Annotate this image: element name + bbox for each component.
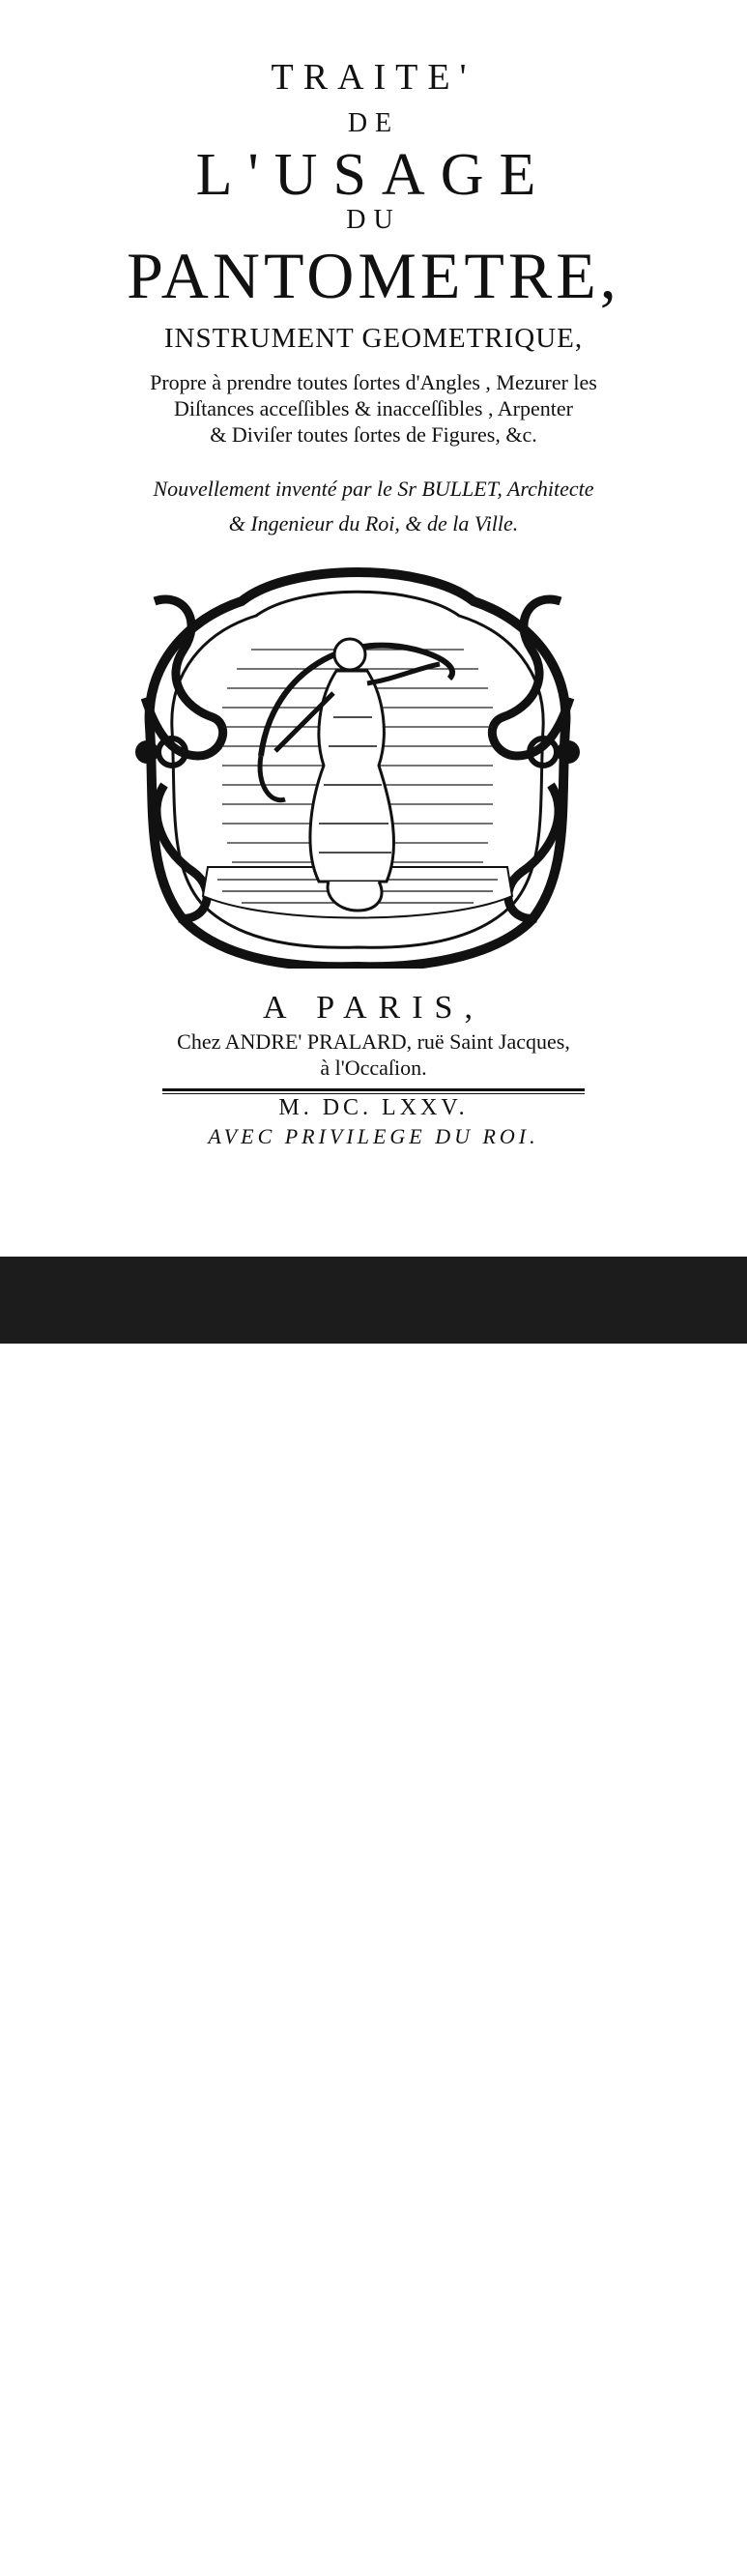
- brand-logo: alamy: [50, 2534, 145, 2574]
- imprint-city: A PARIS,: [263, 990, 484, 1026]
- title-page: [0, 0, 747, 1257]
- description-line-3: & Diviſer toutes ſortes de Figures, &c.: [210, 422, 537, 447]
- title-line-de: DE: [347, 108, 400, 138]
- divider-rule-thin: [162, 1093, 585, 1094]
- image-id: Image ID: JFWETM: [580, 2535, 699, 2551]
- title-line-pantometre: PANTOMETRE,: [127, 239, 620, 312]
- author-line-1: Nouvellement inventé par le Sr BULLET, Architecte: [153, 477, 594, 501]
- imprint-publisher: Chez ANDRE' PRALARD, ruë Saint Jacques,: [177, 1029, 570, 1054]
- subtitle-instrument: INSTRUMENT GEOMETRIQUE,: [163, 323, 584, 354]
- watermark-footer: [0, 1257, 747, 2575]
- publication-date: M. DC. LXXV.: [278, 1095, 469, 1120]
- title-line-traite: TRAITE': [271, 57, 476, 98]
- divider-rule-thick: [162, 1088, 585, 1091]
- royal-privilege: AVEC PRIVILEGE DU ROI.: [208, 1124, 539, 1148]
- author-line-2: & Ingenieur du Roi, & de la Ville.: [228, 511, 519, 535]
- site-url: www.alamy.com: [581, 2557, 699, 2575]
- title-line-usage: L'USAGE: [195, 142, 552, 208]
- description-line-2: Diſtances acceſſibles & inacceſſibles , Arpenter: [174, 396, 573, 420]
- description-line-1: Propre à prendre toutes ſortes d'Angles , Mezurer les: [150, 370, 597, 394]
- title-line-du: DU: [346, 205, 401, 235]
- imprint-address: à l'Occaſion.: [320, 1056, 427, 1080]
- engraved-vignette: [126, 563, 589, 969]
